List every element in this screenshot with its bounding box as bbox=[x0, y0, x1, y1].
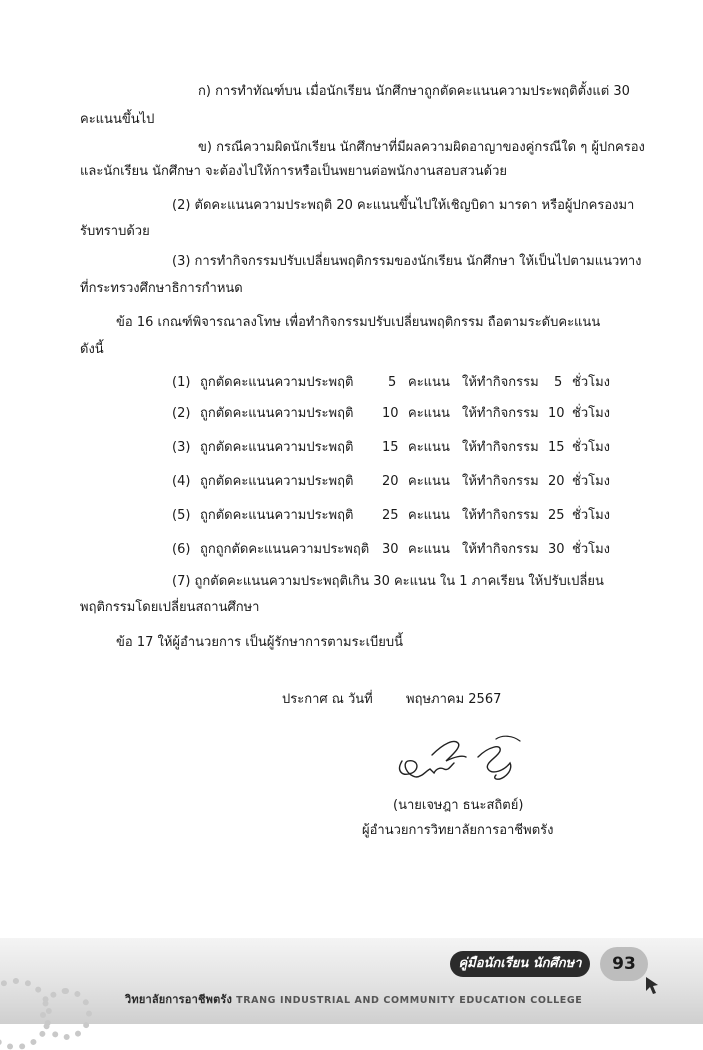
penalty-desc: ถูกตัดคะแนนความประพฤติ bbox=[200, 440, 354, 455]
college-name bbox=[125, 990, 582, 1008]
penalty-hours: 20 bbox=[548, 474, 565, 489]
penalty-points: 5 bbox=[388, 375, 397, 390]
announcement-date: พฤษภาคม 2567 bbox=[406, 692, 502, 707]
penalty-activity: ให้ทำกิจกรรม bbox=[462, 542, 539, 557]
penalty-hour-unit: ชั่วโมง bbox=[572, 542, 611, 557]
penalty-activity: ให้ทำกิจกรรม bbox=[462, 474, 539, 489]
penalty-desc: ถูกตัดคะแนนความประพฤติ bbox=[200, 474, 354, 489]
penalty-no: (1) bbox=[172, 375, 191, 390]
penalty-desc: ถูกถูกตัดคะแนนความประพฤติ bbox=[200, 542, 370, 557]
penalty-unit: คะแนน bbox=[408, 406, 450, 421]
penalty-points: 20 bbox=[382, 474, 399, 489]
penalty-unit: คะแนน bbox=[408, 440, 450, 455]
penalty-no: (4) bbox=[172, 474, 191, 489]
item-7-line2: พฤติกรรมโดยเปลี่ยนสถานศึกษา bbox=[80, 600, 260, 615]
penalty-no: (5) bbox=[172, 508, 191, 523]
penalty-activity: ให้ทำกิจกรรม bbox=[462, 406, 539, 421]
penalty-unit: คะแนน bbox=[408, 508, 450, 523]
penalty-unit: คะแนน bbox=[408, 375, 450, 390]
clause-b-line2: และนักเรียน นักศึกษา จะต้องไปให้การหรือเป็นพยานต่อพนักงานสอบสวนด้วย bbox=[80, 164, 507, 179]
penalty-points: 10 bbox=[382, 406, 399, 421]
announcement-label: ประกาศ ณ วันที่ bbox=[282, 692, 373, 707]
signer-name: (นายเจษฎา ธนะสถิตย์) bbox=[393, 798, 524, 813]
item-3-line2: ที่กระทรวงศึกษาธิการกำหนด bbox=[80, 281, 243, 296]
penalty-unit: คะแนน bbox=[408, 542, 450, 557]
item-2-line1: (2) ตัดคะแนนความประพฤติ 20 คะแนนขึ้นไปให้เชิญบิดา มารดา หรือผู้ปกครองมา bbox=[172, 198, 635, 213]
penalty-unit: คะแนน bbox=[408, 474, 450, 489]
gear-decoration bbox=[40, 988, 92, 1040]
article-16-line1: ข้อ 16 เกณฑ์พิจารณาลงโทษ เพื่อทำกิจกรรมปรับเปลี่ยนพฤติกรรม ถือตามระดับคะแนน bbox=[116, 315, 601, 330]
penalty-desc: ถูกตัดคะแนนความประพฤติ bbox=[200, 406, 354, 421]
cursor-icon bbox=[644, 975, 662, 995]
penalty-hour-unit: ชั่วโมง bbox=[572, 406, 611, 421]
clause-a-line1: ก) การทำทัณฑ์บน เมื่อนักเรียน นักศึกษาถูกตัดคะแนนความประพฤติตั้งแต่ 30 bbox=[198, 84, 630, 99]
penalty-no: (3) bbox=[172, 440, 191, 455]
item-2-line2: รับทราบด้วย bbox=[80, 224, 150, 239]
penalty-points: 15 bbox=[382, 440, 399, 455]
signer-position: ผู้อำนวยการวิทยาลัยการอาชีพตรัง bbox=[362, 823, 554, 838]
clause-b-line1: ข) กรณีความผิดนักเรียน นักศึกษาที่มีผลความผิดอาญาของคู่กรณีใด ๆ ผู้ปกครอง bbox=[198, 140, 645, 155]
signature bbox=[392, 733, 532, 791]
penalty-desc: ถูกตัดคะแนนความประพฤติ bbox=[200, 508, 354, 523]
penalty-hour-unit: ชั่วโมง bbox=[572, 508, 611, 523]
penalty-hour-unit: ชั่วโมง bbox=[572, 474, 611, 489]
penalty-points: 30 bbox=[382, 542, 399, 557]
penalty-hours: 10 bbox=[548, 406, 565, 421]
penalty-hours: 5 bbox=[554, 375, 563, 390]
penalty-points: 25 bbox=[382, 508, 399, 523]
penalty-no: (2) bbox=[172, 406, 191, 421]
penalty-activity: ให้ทำกิจกรรม bbox=[462, 375, 539, 390]
clause-a-line2: คะแนนขึ้นไป bbox=[80, 112, 155, 127]
page-number: 93 bbox=[600, 947, 648, 981]
college-name-english: TRANG INDUSTRIAL AND COMMUNITY EDUCATION COLLEGE bbox=[236, 995, 583, 1006]
penalty-hours: 15 bbox=[548, 440, 565, 455]
penalty-activity: ให้ทำกิจกรรม bbox=[462, 440, 539, 455]
penalty-hour-unit: ชั่วโมง bbox=[572, 375, 611, 390]
footer-band bbox=[0, 938, 703, 1024]
article-16-line2: ดังนี้ bbox=[80, 342, 104, 357]
penalty-desc: ถูกตัดคะแนนความประพฤติ bbox=[200, 375, 354, 390]
article-17: ข้อ 17 ให้ผู้อำนวยการ เป็นผู้รักษาการตามระเบียบนี้ bbox=[116, 635, 404, 650]
college-name-thai: วิทยาลัยการอาชีพตรัง bbox=[125, 993, 233, 1006]
penalty-activity: ให้ทำกิจกรรม bbox=[462, 508, 539, 523]
penalty-hours: 25 bbox=[548, 508, 565, 523]
item-3-line1: (3) การทำกิจกรรมปรับเปลี่ยนพฤติกรรมของนักเรียน นักศึกษา ให้เป็นไปตามแนวทาง bbox=[172, 254, 642, 269]
handbook-badge: คู่มือนักเรียน นักศึกษา bbox=[450, 951, 590, 977]
penalty-hour-unit: ชั่วโมง bbox=[572, 440, 611, 455]
item-7-line1: (7) ถูกตัดคะแนนความประพฤติเกิน 30 คะแนน ใน 1 ภาคเรียน ให้ปรับเปลี่ยน bbox=[172, 574, 604, 589]
penalty-no: (6) bbox=[172, 542, 191, 557]
penalty-hours: 30 bbox=[548, 542, 565, 557]
